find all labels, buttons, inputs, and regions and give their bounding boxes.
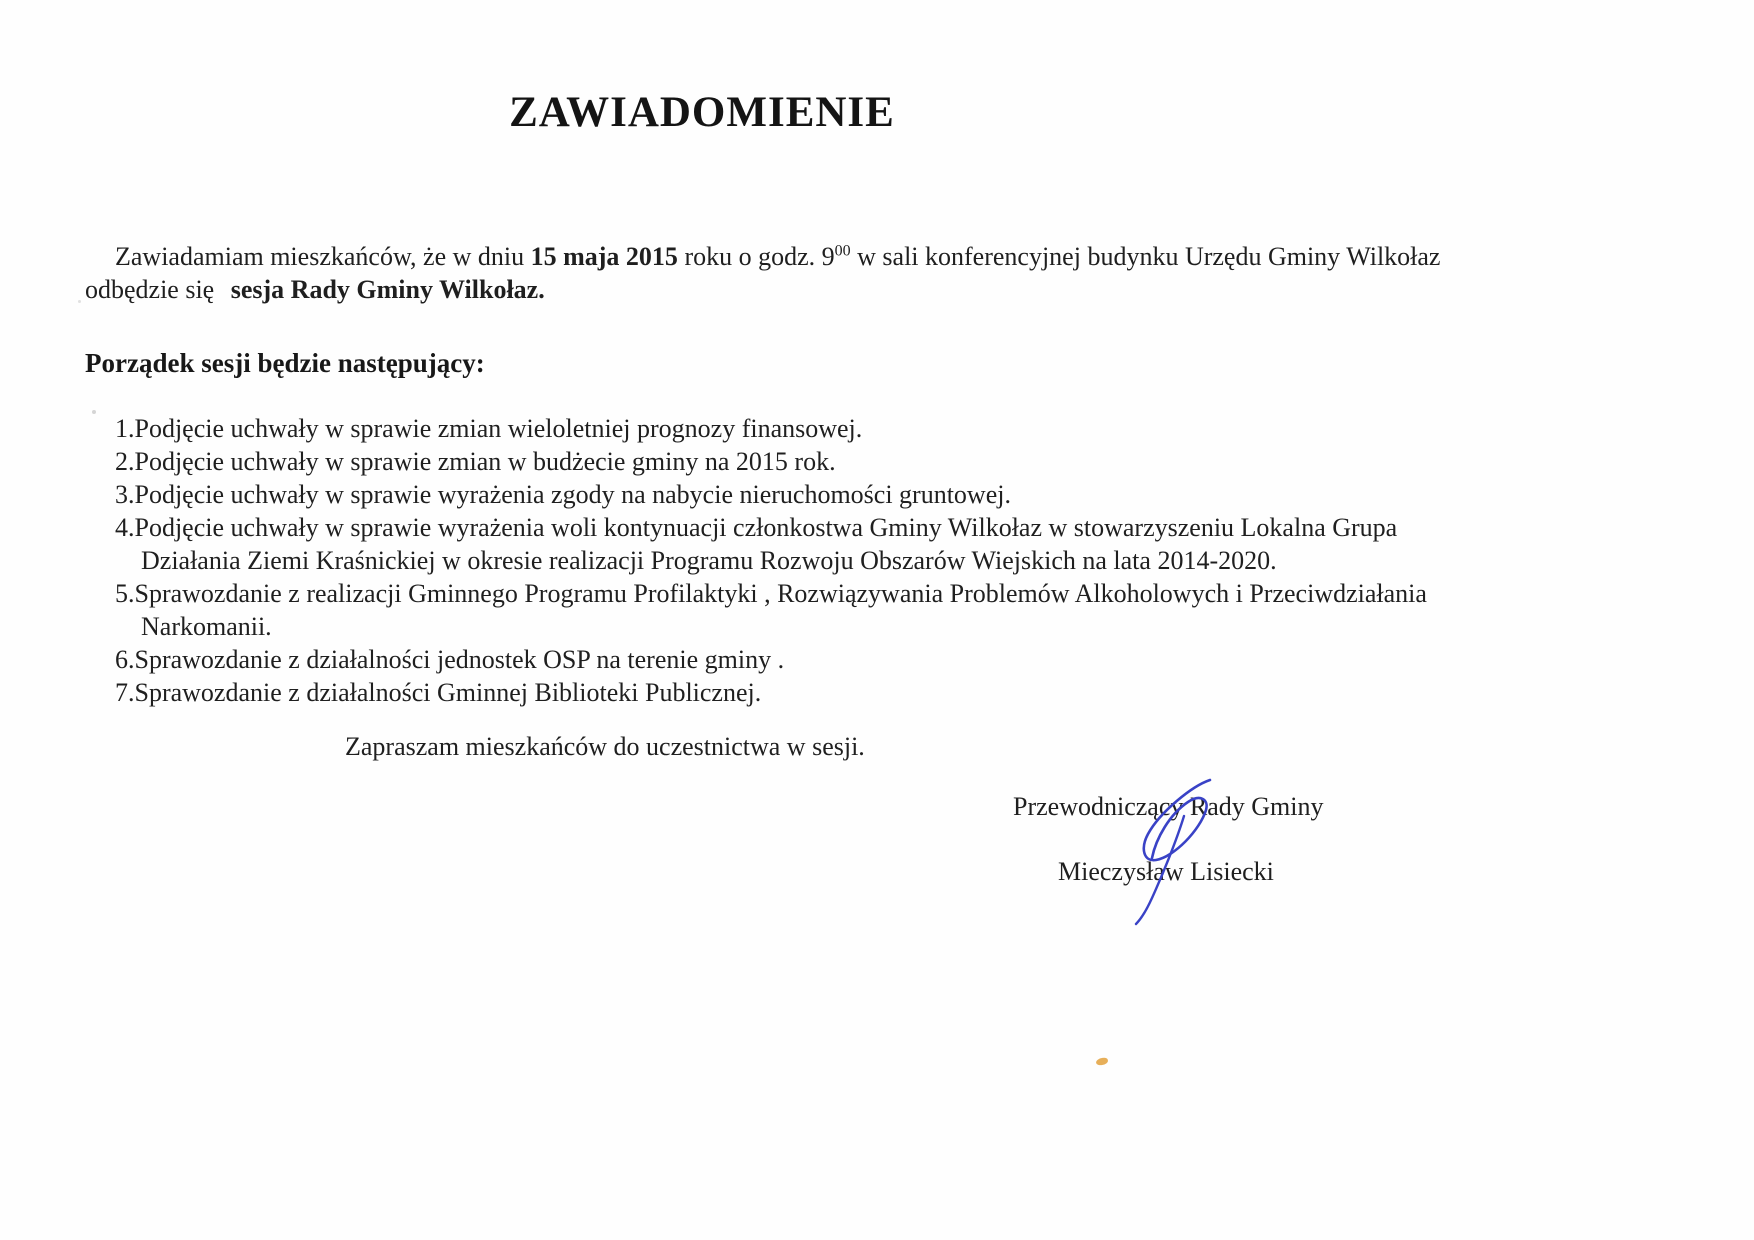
intro-line-1: [85, 240, 1705, 273]
scan-dust-speck: [78, 300, 81, 303]
agenda-item-7: 7.Sprawozdanie z działalności Gminnej Biblioteki Publicznej.: [115, 678, 762, 707]
agenda-item-1: 1.Podjęcie uchwały w sprawie zmian wieloletniej prognozy finansowej.: [115, 414, 863, 443]
scan-artifact-mark: [1096, 1057, 1109, 1066]
session-date: 15 maja 2015: [530, 242, 678, 271]
document-title: ZAWIADOMIENIE: [509, 89, 895, 136]
session-name: sesja Rady Gminy Wilkołaz.: [230, 275, 545, 304]
agenda-item-6: 6.Sprawozdanie z działalności jednostek OSP na terenie gminy .: [115, 645, 785, 674]
agenda-list: [115, 412, 1455, 709]
signatory-name: Mieczysław Lisiecki: [1058, 857, 1274, 886]
intro-text-3: w sali konferencyjnej budynku Urzędu Gminy Wilkołaz: [850, 242, 1441, 271]
agenda-item-4: 4.Podjęcie uchwały w sprawie wyrażenia woli kontynuacji członkostwa Gminy Wilkołaz w stowarzyszeniu Lokalna Grupa Działania Ziemi Kraśnickiej w okresie realizacji Programu Rozwoju Obszarów Wiejskich na lata 2014-2020.: [115, 513, 1398, 575]
agenda-item-3: 3.Podjęcie uchwały w sprawie wyrażenia zgody na nabycie nieruchomości gruntowej.: [115, 480, 1011, 509]
closing-invitation: Zapraszam mieszkańców do uczestnictwa w sesji.: [345, 732, 865, 761]
intro-text-1: Zawiadamiam mieszkańców, że w dniu: [115, 242, 531, 271]
scan-dust-speck: [92, 410, 96, 414]
agenda-heading: Porządek sesji będzie następujący:: [85, 348, 485, 378]
agenda-item-2: 2.Podjęcie uchwały w sprawie zmian w budżecie gminy na 2015 rok.: [115, 447, 836, 476]
intro-paragraph: [85, 240, 1705, 306]
intro-text-2: roku o godz. 9: [677, 242, 835, 271]
intro-text-4: odbędzie się: [85, 275, 221, 304]
time-superscript: 00: [834, 242, 851, 260]
signatory-role: Przewodniczący Rady Gminy: [1013, 792, 1324, 821]
intro-line-2: [85, 273, 1705, 306]
agenda-item-5: 5.Sprawozdanie z realizacji Gminnego Programu Profilaktyki , Rozwiązywania Problemów Alkoholowych i Przeciwdziałania Narkomanii.: [115, 579, 1427, 641]
